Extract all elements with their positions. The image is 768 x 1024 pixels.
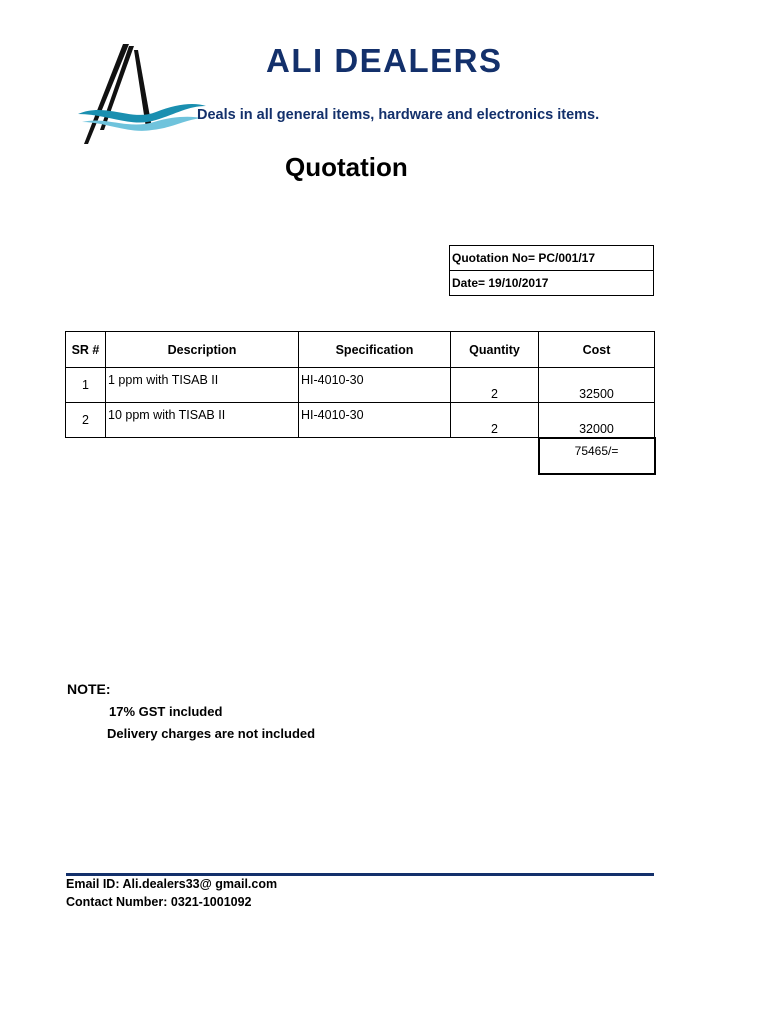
- table-row: [66, 403, 655, 438]
- row-quantity: 2: [451, 368, 539, 403]
- footer-contact-number: Contact Number: 0321-1001092: [66, 895, 252, 909]
- row-specification: HI-4010-30: [299, 368, 451, 403]
- quotation-date-row: [450, 271, 654, 296]
- note-title: NOTE:: [67, 681, 111, 697]
- row-sr: 1: [66, 368, 106, 403]
- quotation-meta-table: [449, 245, 654, 296]
- company-logo-icon: [76, 42, 208, 148]
- note-item-delivery: Delivery charges are not included: [107, 726, 316, 741]
- items-table: [65, 331, 656, 475]
- quotation-date: Date= 19/10/2017: [450, 271, 654, 296]
- row-sr: 2: [66, 403, 106, 438]
- total-row: [66, 438, 655, 474]
- note-item-gst: 17% GST included: [109, 704, 223, 719]
- header-description: Description: [106, 332, 299, 368]
- quotation-number: Quotation No= PC/001/17: [450, 246, 654, 271]
- row-specification: HI-4010-30: [299, 403, 451, 438]
- row-description: 10 ppm with TISAB II: [106, 403, 299, 438]
- quotation-number-row: [450, 246, 654, 271]
- company-tagline: Deals in all general items, hardware and electronics items.: [197, 107, 600, 123]
- header-sr: SR #: [66, 332, 106, 368]
- row-description: 1 ppm with TISAB II: [106, 368, 299, 403]
- footer-email: Email ID: Ali.dealers33@ gmail.com: [66, 877, 278, 891]
- company-name: ALI DEALERS: [266, 42, 503, 79]
- table-header-row: [66, 332, 655, 368]
- footer-divider: [66, 873, 654, 876]
- total-cost: 75465/=: [539, 438, 655, 474]
- header-specification: Specification: [299, 332, 451, 368]
- header-quantity: Quantity: [451, 332, 539, 368]
- document-title: Quotation: [285, 152, 408, 182]
- row-cost: 32000: [539, 403, 655, 438]
- row-cost: 32500: [539, 368, 655, 403]
- table-row: [66, 368, 655, 403]
- row-quantity: 2: [451, 403, 539, 438]
- header-cost: Cost: [539, 332, 655, 368]
